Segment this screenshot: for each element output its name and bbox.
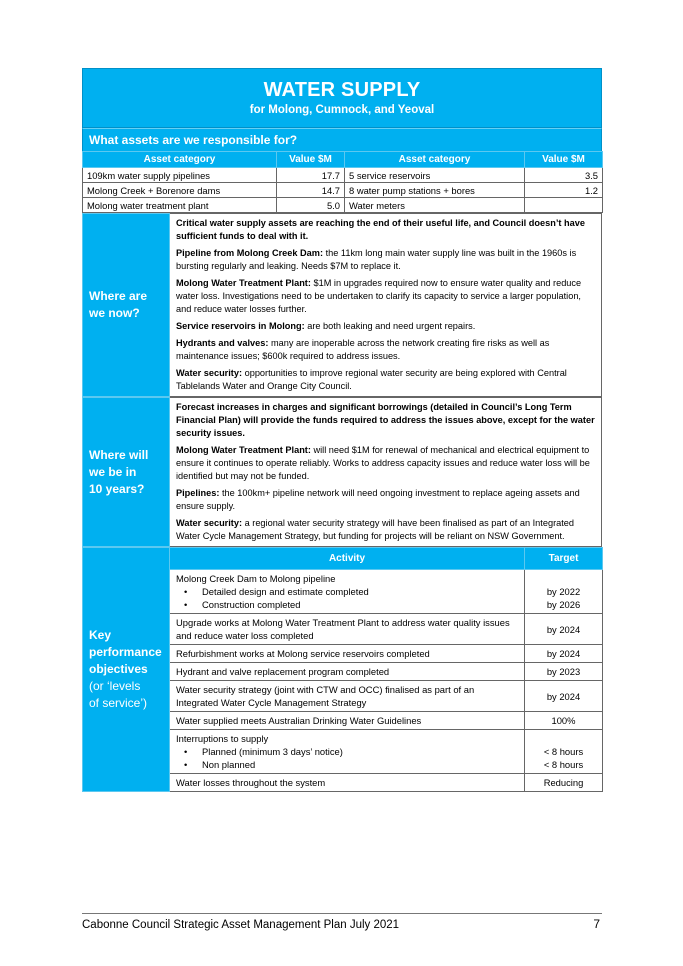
future-intro: Forecast increases in charges and significant borrowings (detailed in Council’s Long Term Financial Plan) will provide the funds required to address the issues above, except for the water security issues. bbox=[176, 402, 595, 438]
page-title: WATER SUPPLY bbox=[263, 79, 421, 101]
asset-cell: 8 water pump stations + bores bbox=[345, 183, 525, 198]
value-cell: 17.7 bbox=[277, 168, 345, 183]
where-will-we-be-heading bbox=[83, 398, 170, 547]
activity-cell: Water security strategy (joint with CTW and OCC) finalised as part of an Integrated Water Cycle Management Strategy bbox=[170, 681, 525, 712]
future-item: Molong Water Treatment Plant: will need $1M for renewal of mechanical and electrical equipment to ensure it continues to operate reliably. Works to address capacity issues and reduce water loss will be identified but may not be funded. bbox=[176, 445, 590, 481]
water-supply-sheet bbox=[82, 68, 602, 792]
asset-cell: Molong water treatment plant bbox=[83, 198, 277, 213]
kpi-heading bbox=[83, 548, 170, 792]
where-are-we-now-section bbox=[82, 213, 602, 397]
kpi-table bbox=[82, 547, 603, 792]
activity-cell: Hydrant and valve replacement program completed bbox=[170, 663, 525, 681]
activity-bullet: • Planned (minimum 3 days’ notice) bbox=[176, 745, 518, 758]
activity-bullet: • Non planned bbox=[176, 758, 518, 771]
assets-question: What assets are we responsible for? bbox=[82, 128, 602, 151]
footer-text: Cabonne Council Strategic Asset Management Plan July 2021 bbox=[82, 919, 400, 931]
activity-cell: Upgrade works at Molong Water Treatment Plant to address water quality issues and reduce water loss completed bbox=[170, 614, 525, 645]
page-footer bbox=[82, 913, 602, 931]
table-row bbox=[83, 198, 603, 213]
col-value: Value $M bbox=[277, 152, 345, 168]
target-cell: by 2024 bbox=[525, 645, 603, 663]
target-value: < 8 hours bbox=[543, 759, 584, 770]
now-item: Water security: opportunities to improve regional water security are being explored with Central Tablelands Water and Orange City Council. bbox=[176, 368, 567, 391]
target-cell bbox=[525, 570, 603, 614]
heading-line: performance bbox=[89, 645, 162, 659]
target-cell bbox=[525, 730, 603, 774]
value-cell: 14.7 bbox=[277, 183, 345, 198]
table-row bbox=[83, 168, 603, 183]
target-cell: by 2024 bbox=[525, 681, 603, 712]
activity-title: Molong Creek Dam to Molong pipeline bbox=[176, 573, 336, 584]
heading-line: objectives bbox=[89, 662, 148, 676]
target-value: by 2026 bbox=[546, 599, 581, 610]
target-value: by 2022 bbox=[546, 586, 581, 597]
where-are-we-now-heading bbox=[83, 214, 170, 397]
col-asset-category: Asset category bbox=[345, 152, 525, 168]
target-cell: 100% bbox=[525, 712, 603, 730]
col-activity: Activity bbox=[170, 548, 525, 570]
page-subtitle: for Molong, Cumnock, and Yeoval bbox=[249, 104, 435, 116]
future-item: Pipelines: the 100km+ pipeline network will need ongoing investment to replace ageing assets and ensure supply. bbox=[176, 488, 580, 511]
now-item: Hydrants and valves: many are inoperable across the network creating fire risks as well as maintenance issues; $600k required to address issues. bbox=[176, 338, 550, 361]
asset-cell: Water meters bbox=[345, 198, 525, 213]
value-cell: 3.5 bbox=[525, 168, 603, 183]
now-item: Service reservoirs in Molong: are both leaking and need urgent repairs. bbox=[176, 321, 476, 331]
col-asset-category: Asset category bbox=[83, 152, 277, 168]
col-target: Target bbox=[525, 548, 603, 570]
activity-cell bbox=[170, 730, 525, 774]
where-will-we-be-body bbox=[170, 398, 602, 547]
future-item: Water security: a regional water security strategy will have been finalised as part of an Integrated Water Cycle Management Strategy, but funding for projects will be reliant on NSW Government. bbox=[176, 518, 575, 541]
heading-line: we be in bbox=[89, 464, 137, 479]
asset-cell: Molong Creek + Borenore dams bbox=[83, 183, 277, 198]
heading-line: of service’) bbox=[89, 696, 148, 710]
heading-line: (or ‘levels bbox=[89, 679, 141, 693]
heading-line: we now? bbox=[89, 306, 140, 320]
activity-cell bbox=[170, 570, 525, 614]
value-cell: 5.0 bbox=[277, 198, 345, 213]
asset-cell: 5 service reservoirs bbox=[345, 168, 525, 183]
now-item: Molong Water Treatment Plant: $1M in upgrades required now to ensure water quality and reduce water loss. Investigations need to be undertaken to clarify its capacity to service a larger population, and reduce water losses further. bbox=[176, 278, 582, 314]
now-item: Pipeline from Molong Creek Dam: the 11km long main water supply line was built in the 1960s is bursting regularly and leaking. Needs $7M to replace it. bbox=[176, 248, 577, 271]
heading-line: Where are bbox=[89, 289, 148, 303]
target-value: < 8 hours bbox=[543, 746, 584, 757]
activity-bullet: • Construction completed bbox=[176, 598, 518, 611]
target-cell: Reducing bbox=[525, 774, 603, 792]
target-cell: by 2024 bbox=[525, 614, 603, 645]
table-row bbox=[83, 183, 603, 198]
asset-cell: 109km water supply pipelines bbox=[83, 168, 277, 183]
heading-line: Where will bbox=[89, 447, 149, 462]
where-will-we-be-section bbox=[82, 397, 602, 547]
activity-cell: Water losses throughout the system bbox=[170, 774, 525, 792]
value-cell: 1.2 bbox=[525, 183, 603, 198]
assets-table bbox=[82, 151, 603, 213]
target-cell: by 2023 bbox=[525, 663, 603, 681]
activity-cell: Water supplied meets Australian Drinking Water Guidelines bbox=[170, 712, 525, 730]
col-value: Value $M bbox=[525, 152, 603, 168]
heading-line: 10 years? bbox=[89, 481, 145, 496]
heading-line: Key bbox=[89, 628, 112, 642]
assets-header-row bbox=[83, 152, 603, 168]
where-are-we-now-body bbox=[170, 214, 602, 397]
page-number: 7 bbox=[593, 917, 600, 931]
title-block bbox=[82, 68, 602, 128]
value-cell bbox=[525, 198, 603, 213]
activity-bullet: • Detailed design and estimate completed bbox=[176, 585, 518, 598]
now-intro: Critical water supply assets are reaching the end of their useful life, and Council doesn’t have sufficient funds to deal with it. bbox=[176, 218, 585, 241]
activity-title: Interruptions to supply bbox=[176, 733, 269, 744]
activity-cell: Refurbishment works at Molong service reservoirs completed bbox=[170, 645, 525, 663]
